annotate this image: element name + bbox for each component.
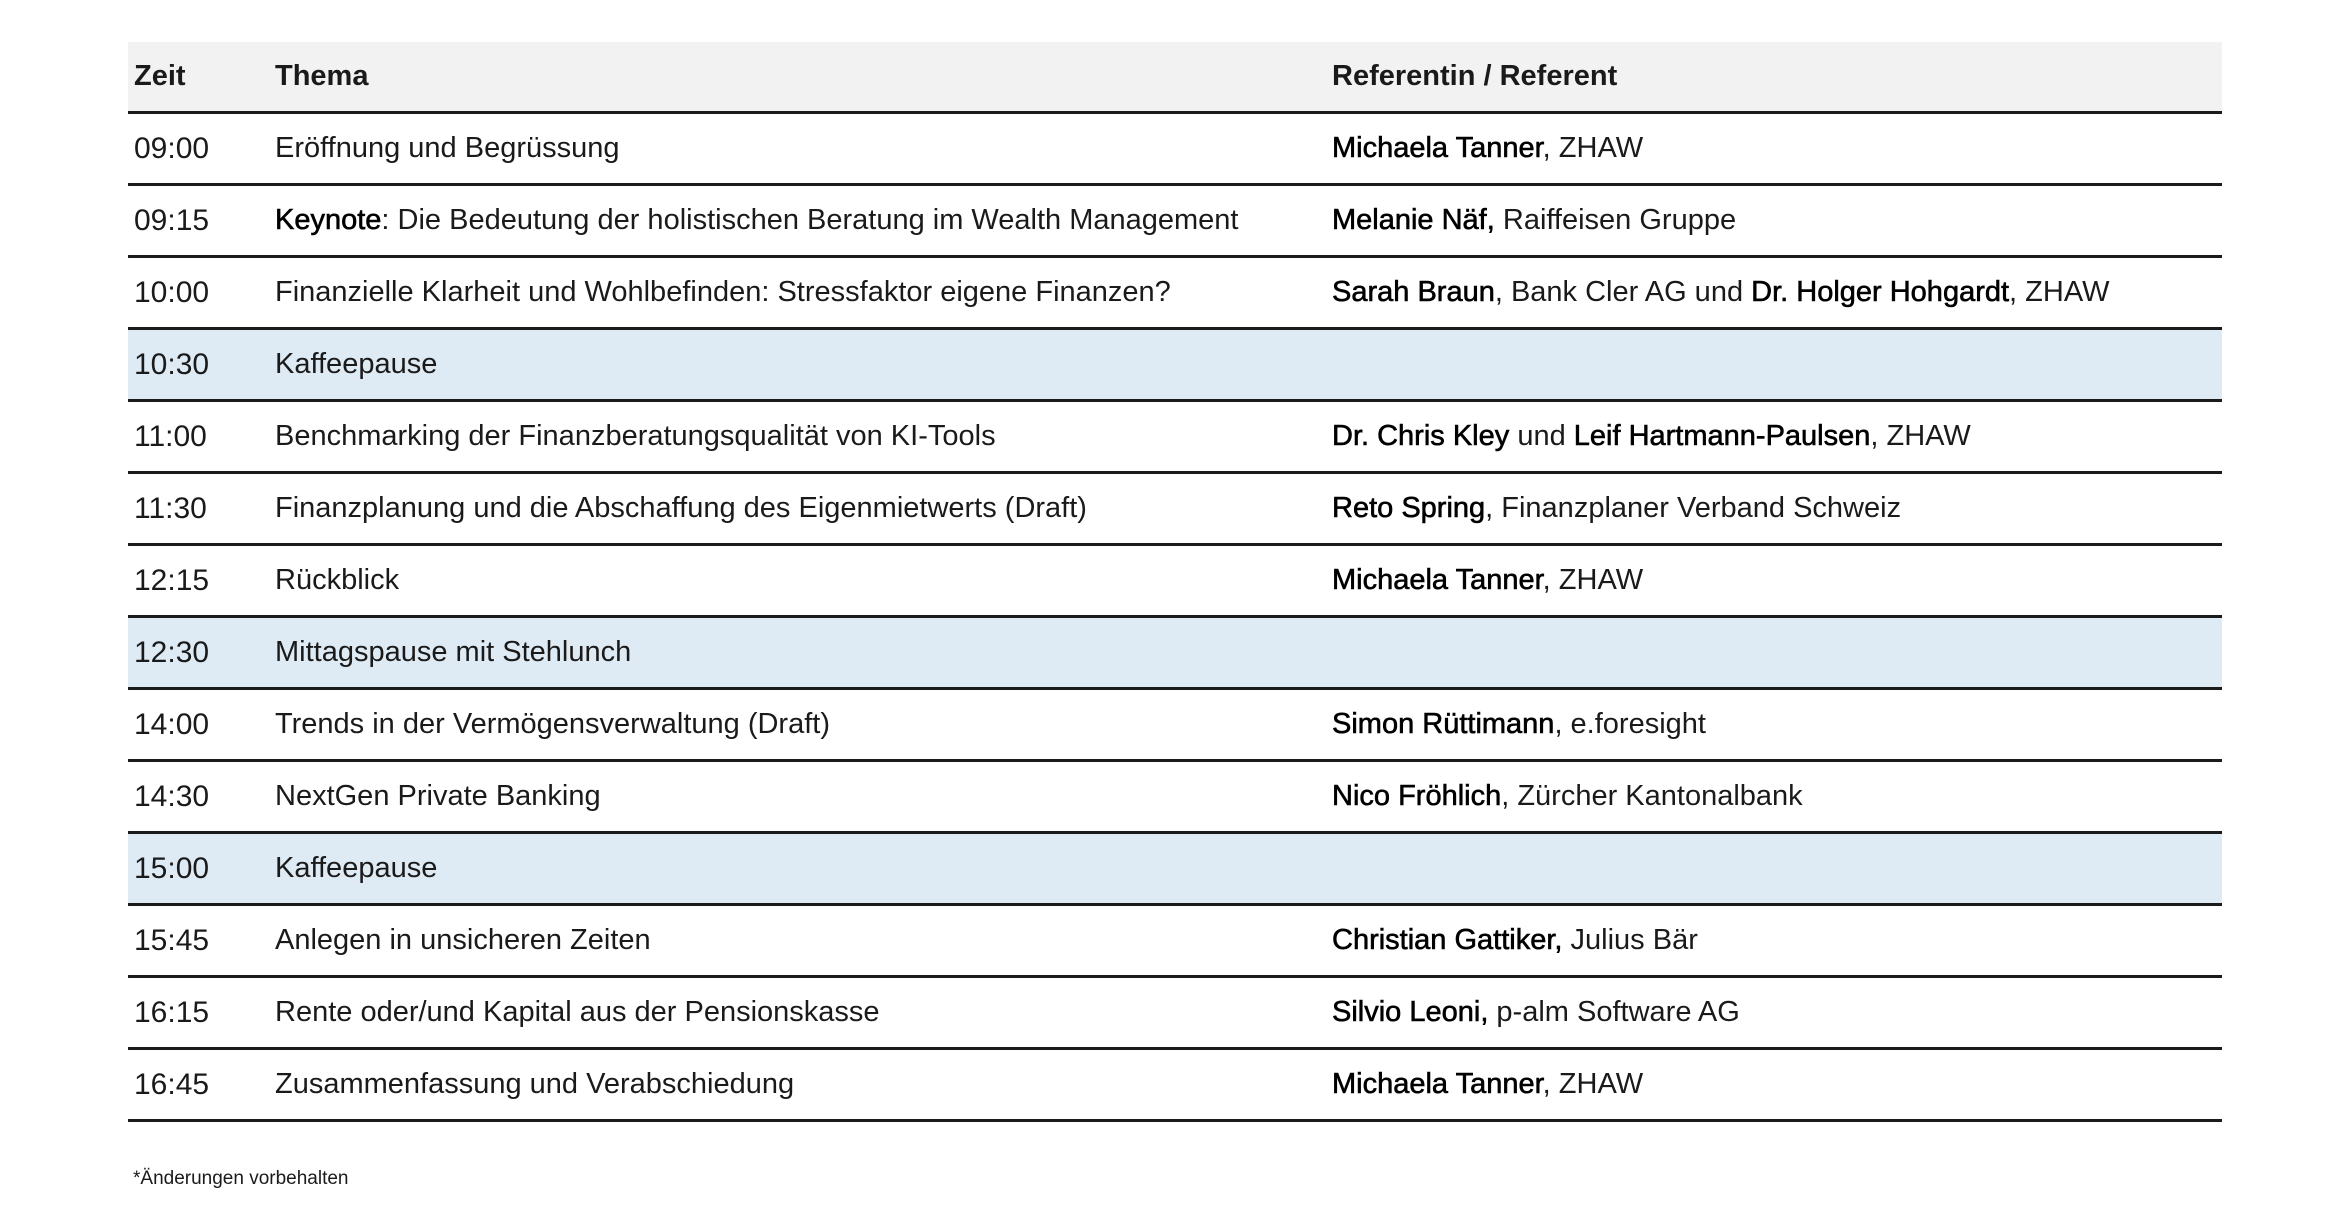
table-row	[128, 545, 2222, 617]
cell-time: 14:00	[128, 689, 269, 761]
footnote: *Änderungen vorbehalten	[133, 1168, 349, 1189]
cell-topic	[269, 977, 1326, 1049]
cell-speaker	[1326, 185, 2222, 257]
cell-speaker	[1326, 905, 2222, 977]
speaker-name: Michaela Tanner	[1332, 1068, 1543, 1100]
break-row	[128, 329, 2222, 401]
cell-time: 16:45	[128, 1049, 269, 1121]
speaker-affiliation: , ZHAW	[1542, 1068, 1644, 1100]
cell-topic	[269, 329, 1326, 401]
table-row	[128, 257, 2222, 329]
cell-topic	[269, 833, 1326, 905]
cell-speaker	[1326, 257, 2222, 329]
schedule-body	[128, 113, 2222, 1121]
table-row	[128, 401, 2222, 473]
speaker-affiliation: p-alm Software AG	[1488, 996, 1740, 1028]
speaker-affiliation: Raiffeisen Gruppe	[1494, 204, 1737, 236]
table-row	[128, 905, 2222, 977]
speaker-affiliation: , e.foresight	[1554, 708, 1706, 740]
column-header-time: Zeit	[128, 42, 269, 113]
topic-label-bold: Keynote	[275, 204, 382, 236]
cell-time: 14:30	[128, 761, 269, 833]
cell-speaker	[1326, 545, 2222, 617]
cell-topic	[269, 257, 1326, 329]
schedule-table	[128, 42, 2222, 1122]
cell-time: 10:00	[128, 257, 269, 329]
speaker-name: Sarah Braun	[1332, 276, 1495, 308]
speaker-name: Dr. Holger Hohgardt	[1751, 276, 2010, 308]
speaker-affiliation: , ZHAW	[1542, 132, 1644, 164]
cell-topic	[269, 761, 1326, 833]
cell-topic	[269, 401, 1326, 473]
speaker-affiliation: und	[1509, 420, 1574, 452]
speaker-affiliation: , ZHAW	[1870, 420, 1971, 452]
topic-text: Rente oder/und Kapital aus der Pensionskasse	[275, 996, 880, 1028]
cell-speaker	[1326, 113, 2222, 185]
cell-topic	[269, 473, 1326, 545]
topic-text: Benchmarking der Finanzberatungsqualität von KI-Tools	[275, 420, 996, 452]
topic-text: Mittagspause mit Stehlunch	[275, 636, 632, 668]
column-header-topic: Thema	[269, 42, 1326, 113]
cell-topic	[269, 545, 1326, 617]
speaker-name: Michaela Tanner	[1332, 132, 1543, 164]
topic-text: Kaffeepause	[275, 852, 438, 884]
cell-speaker	[1326, 833, 2222, 905]
cell-time: 09:15	[128, 185, 269, 257]
cell-topic	[269, 905, 1326, 977]
speaker-affiliation: , Bank Cler AG und	[1494, 276, 1752, 308]
speaker-affiliation: Julius Bär	[1562, 924, 1698, 956]
cell-time: 15:45	[128, 905, 269, 977]
cell-topic	[269, 113, 1326, 185]
topic-text: Finanzplanung und die Abschaffung des Eigenmietwerts (Draft)	[275, 492, 1087, 524]
speaker-name: Dr. Chris Kley	[1332, 420, 1510, 452]
topic-text: Zusammenfassung und Verabschiedung	[275, 1068, 795, 1100]
speaker-affiliation: , ZHAW	[2009, 276, 2110, 308]
cell-speaker	[1326, 473, 2222, 545]
topic-text: Rückblick	[275, 564, 400, 596]
topic-text: NextGen Private Banking	[275, 780, 601, 812]
topic-text: : Die Bedeutung der holistischen Beratung im Wealth Management	[381, 204, 1239, 236]
cell-topic	[269, 185, 1326, 257]
table-row	[128, 761, 2222, 833]
cell-speaker	[1326, 761, 2222, 833]
speaker-name: Michaela Tanner	[1332, 564, 1543, 596]
speaker-affiliation: , Zürcher Kantonalbank	[1501, 780, 1803, 812]
cell-speaker	[1326, 1049, 2222, 1121]
break-row	[128, 833, 2222, 905]
speaker-name: Reto Spring	[1332, 492, 1486, 524]
cell-speaker	[1326, 401, 2222, 473]
table-header-row	[128, 42, 2222, 113]
cell-speaker	[1326, 977, 2222, 1049]
topic-text: Eröffnung und Begrüssung	[275, 132, 620, 164]
speaker-name: Melanie Näf,	[1332, 204, 1495, 236]
table-row	[128, 1049, 2222, 1121]
cell-topic	[269, 689, 1326, 761]
speaker-name: Leif Hartmann-Paulsen	[1573, 420, 1871, 452]
cell-time: 10:30	[128, 329, 269, 401]
cell-speaker	[1326, 329, 2222, 401]
cell-time: 12:15	[128, 545, 269, 617]
table-row	[128, 113, 2222, 185]
break-row	[128, 617, 2222, 689]
cell-topic	[269, 1049, 1326, 1121]
table-row	[128, 185, 2222, 257]
cell-time: 16:15	[128, 977, 269, 1049]
cell-speaker	[1326, 689, 2222, 761]
cell-time: 15:00	[128, 833, 269, 905]
cell-time: 12:30	[128, 617, 269, 689]
cell-time: 09:00	[128, 113, 269, 185]
topic-text: Trends in der Vermögensverwaltung (Draft)	[275, 708, 830, 740]
speaker-name: Christian Gattiker,	[1332, 924, 1563, 956]
cell-time: 11:30	[128, 473, 269, 545]
speaker-affiliation: , ZHAW	[1542, 564, 1644, 596]
table-row	[128, 473, 2222, 545]
speaker-name: Silvio Leoni,	[1332, 996, 1489, 1028]
speaker-affiliation: , Finanzplaner Verband Schweiz	[1485, 492, 1902, 524]
speaker-name: Simon Rüttimann	[1332, 708, 1555, 740]
table-row	[128, 689, 2222, 761]
speaker-name: Nico Fröhlich	[1332, 780, 1502, 812]
topic-text: Anlegen in unsicheren Zeiten	[275, 924, 651, 956]
cell-speaker	[1326, 617, 2222, 689]
topic-text: Kaffeepause	[275, 348, 438, 380]
column-header-speaker: Referentin / Referent	[1326, 42, 2222, 113]
table-row	[128, 977, 2222, 1049]
topic-text: Finanzielle Klarheit und Wohlbefinden: Stressfaktor eigene Finanzen?	[275, 276, 1171, 308]
cell-time: 11:00	[128, 401, 269, 473]
cell-topic	[269, 617, 1326, 689]
